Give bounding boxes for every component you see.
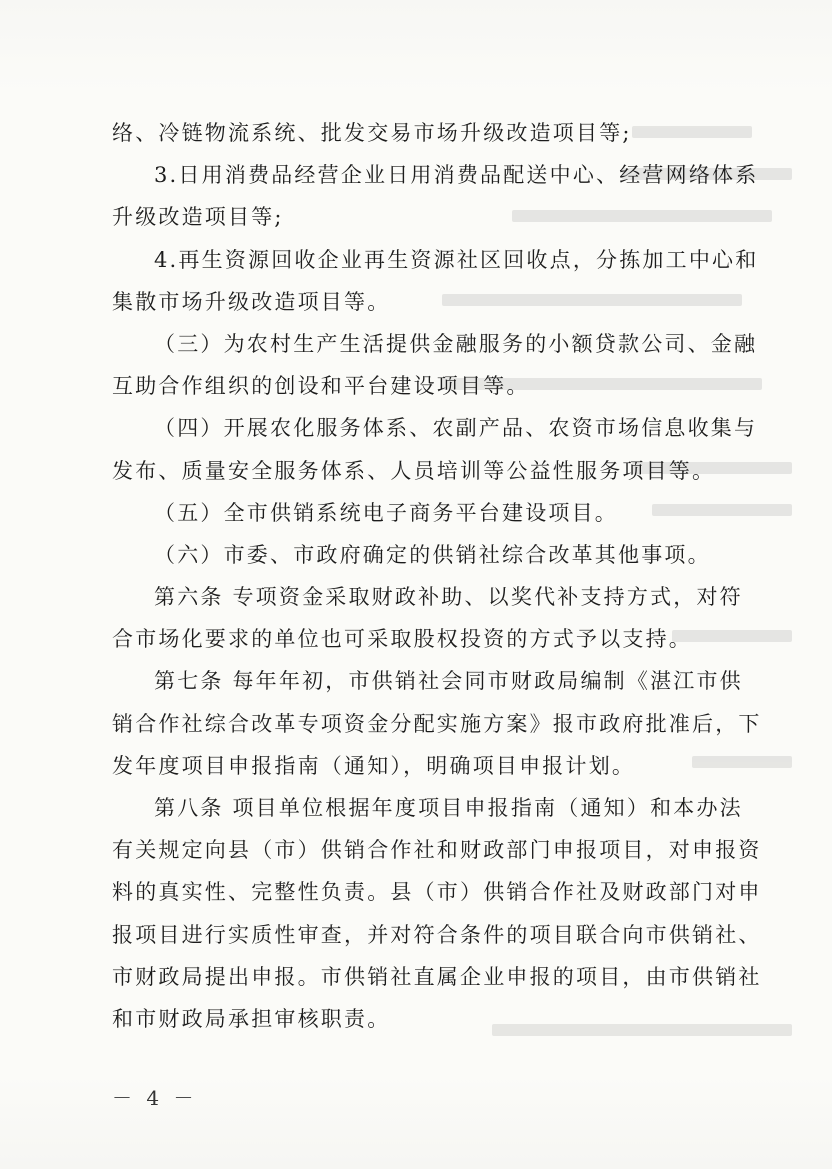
text-line: 集散市场升级改造项目等。 (112, 289, 391, 314)
text-line: （四）开展农化服务体系、农副产品、农资市场信息收集与 (154, 416, 758, 441)
body-text (112, 112, 762, 1040)
text-line: （五）全市供销系统电子商务平台建设项目。 (154, 500, 618, 525)
text-line: 3.日用消费品经营企业日用消费品配送中心、经营网络体系 (154, 163, 759, 188)
text-line: 第七条 每年年初，市供销社会同市财政局编制《湛江市供 (154, 669, 743, 694)
text-line: （三）为农村生产生活提供金融服务的小额贷款公司、金融 (154, 331, 758, 356)
page-number: － 4 － (112, 1086, 198, 1110)
text-line: 销合作社综合改革专项资金分配实施方案》报市政府批准后，下 (112, 711, 762, 736)
text-line: （六）市委、市政府确定的供销社综合改革其他事项。 (154, 542, 711, 567)
text-line: 络、冷链物流系统、批发交易市场升级改造项目等; (112, 121, 632, 145)
text-line: 料的真实性、完整性负责。县（市）供销合作社及财政部门对申 (112, 880, 762, 905)
text-line: 发布、质量安全服务体系、人员培训等公益性服务项目等。 (112, 458, 716, 483)
text-line: 和市财政局承担审核职责。 (112, 1006, 391, 1031)
text-line: 互助合作组织的创设和平台建设项目等。 (112, 374, 530, 399)
text-line: 合市场化要求的单位也可采取股权投资的方式予以支持。 (112, 627, 692, 652)
text-line: 市财政局提出申报。市供销社直属企业申报的项目，由市供销社 (112, 964, 762, 989)
text-line: 发年度项目申报指南（通知），明确项目申报计划。 (112, 753, 636, 778)
text-line: 第六条 专项资金采取财政补助、以奖代补支持方式，对符 (154, 585, 743, 610)
text-line: 第八条 项目单位根据年度项目申报指南（通知）和本办法 (154, 796, 743, 820)
text-line: 报项目进行实质性审查，并对符合条件的项目联合向市供销社、 (112, 922, 762, 947)
text-line: 升级改造项目等; (112, 205, 284, 230)
text-line: 有关规定向县（市）供销合作社和财政部门申报项目，对申报资 (112, 838, 762, 863)
text-line: 4.再生资源回收企业再生资源社区回收点，分拣加工中心和 (154, 247, 759, 272)
